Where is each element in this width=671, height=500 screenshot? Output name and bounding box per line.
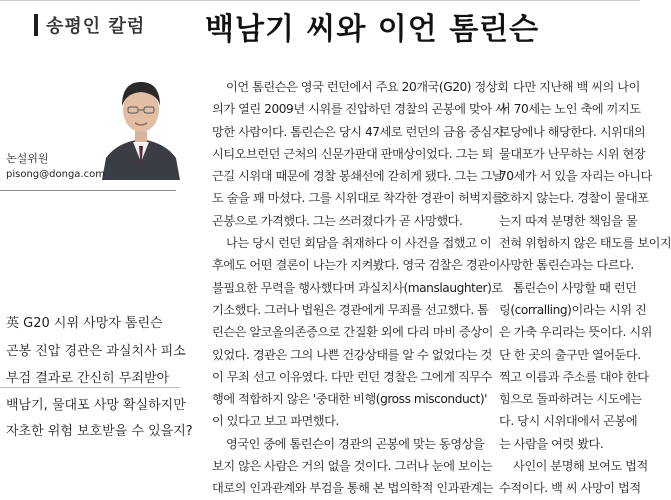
body-line: 힘으로 돌파하려는 시도에는 bbox=[499, 392, 642, 407]
author-photo bbox=[100, 62, 182, 180]
body-line: 로당에나 해당한다. 시위대의 bbox=[499, 124, 646, 139]
body-column-2 bbox=[499, 76, 671, 496]
body-line: 단 한 곳의 출구만 열어둔다. bbox=[499, 347, 641, 362]
body-line: 기소했다. 그러나 법원은 경관에게 무죄를 선고했다. 톰 bbox=[212, 302, 489, 317]
paragraph bbox=[212, 433, 493, 500]
deck-line: 곤봉 진압 경관은 과실치사 피소 bbox=[6, 344, 186, 359]
body-line: 는지 따져 분명한 책임을 물 bbox=[499, 213, 638, 228]
body-line: 는 사람을 여럿 봤다. bbox=[499, 436, 604, 451]
paragraph bbox=[499, 455, 648, 500]
body-line: 시티오브런던 근처의 신문가판대 판매상이었다. 그는 퇴 bbox=[212, 146, 493, 161]
body-line: 나는 당시 런던 회담을 취재하다 이 사건을 접했고 이 bbox=[226, 236, 492, 251]
body-line: 은 가축 우리라는 뜻이다. 시위 bbox=[499, 325, 652, 340]
body-line: 서 70세는 노인 축에 끼지도 bbox=[499, 102, 641, 117]
deck-line: 부검 결과로 간신히 무죄받아 bbox=[6, 371, 170, 386]
badge-bar bbox=[34, 14, 38, 36]
body-line: 톰린슨이 사망할 때 런던 bbox=[513, 280, 637, 295]
body-line: 근길 시위대 때문에 경찰 봉쇄선에 갇히게 됐다. 그는 그날 bbox=[212, 169, 504, 184]
body-line: 다만 지난해 백 씨의 나이 bbox=[513, 80, 640, 94]
column-name: 송평인 칼럼 bbox=[46, 16, 146, 37]
headline: 백남기 씨와 이언 톰린슨 bbox=[205, 12, 540, 47]
body-line: 링(corralling)이라는 시위 진 bbox=[499, 302, 647, 317]
deck-divider bbox=[0, 387, 180, 388]
body-line: 이언 톰린슨은 영국 런던에서 주요 20개국(G20) 정상회 bbox=[226, 80, 509, 94]
paragraph bbox=[499, 76, 671, 277]
author-divider bbox=[0, 190, 176, 191]
paragraph bbox=[212, 76, 509, 232]
body-line: 이 무죄 선고 이유였다. 다만 런던 경찰은 그에게 직무수 bbox=[212, 369, 492, 384]
body-line: 대로의 인과관계와 부검을 통해 본 법의학적 인과관계는 bbox=[212, 481, 493, 496]
body-line: 호하지 않는다. 경찰이 물대포 bbox=[499, 191, 649, 206]
paragraph bbox=[212, 232, 503, 433]
body-line: 찍고 이름과 주소를 대야 한다 bbox=[499, 369, 649, 384]
body-line: 도 술을 꽤 마셨다. 그를 시위대로 착각한 경관이 허벅지를 bbox=[212, 191, 504, 206]
body-column-1 bbox=[212, 76, 509, 496]
body-line: 곤봉으로 가격했다. 그는 쓰러졌다가 곧 사망했다. bbox=[212, 213, 463, 228]
body-line: 다. 당시 시위대에서 곤봉에 bbox=[499, 414, 638, 429]
deck-line: 자초한 위험 보호받을 수 있을지? bbox=[6, 424, 193, 439]
deck-line: 백남기, 물대포 사망 확실하지만 bbox=[6, 398, 186, 413]
paragraph bbox=[499, 277, 652, 455]
column-badge bbox=[34, 10, 174, 40]
body-line: 린슨은 알코올의존증으로 간질환 외에 다리 마비 증상이 bbox=[212, 325, 493, 340]
body-line: 물대포가 난무하는 시위 현장 bbox=[499, 146, 646, 161]
body-line: 이 있다고 보고 파면했다. bbox=[212, 414, 339, 429]
deck-line: 英 G20 시위 사망자 톰린슨 bbox=[6, 316, 163, 331]
body-line: 사인이 분명해 보여도 법적 bbox=[513, 459, 648, 474]
body-line: 70세가 서 있을 자리는 아니다 bbox=[499, 169, 652, 184]
portrait-image bbox=[100, 62, 182, 180]
body-line: 수적이다. 백 씨 사망이 법적 bbox=[499, 481, 641, 496]
author-title: 논설위원 bbox=[6, 152, 49, 165]
top-rule bbox=[0, 0, 640, 1]
body-line: 후에도 어떤 결론이 나는가 지켜봤다. 영국 검찰은 경관이 bbox=[212, 258, 500, 273]
body-line: 전혀 위험하지 않은 태도를 보이지 bbox=[499, 236, 671, 251]
body-line: 망한 사람이다. 톰린슨은 당시 47세로 런던의 금융 중심지 bbox=[212, 124, 504, 139]
body-line: 영국인 중에 톰린슨이 경관의 곤봉에 맞는 동영상을 bbox=[226, 436, 485, 451]
author-email: pisong@donga.com bbox=[6, 169, 105, 180]
body-line: 사망한 톰린슨과는 다르다. bbox=[499, 258, 634, 273]
body-line: 있었다. 경관은 그의 나쁜 건강상태를 알 수 없었다는 것 bbox=[212, 347, 492, 362]
body-line: 불필요한 무력을 행사했다며 과실치사(manslaughter)로 bbox=[212, 280, 503, 295]
body-line: 보지 않은 사람은 거의 없을 것이다. 그러나 눈에 보이는 bbox=[212, 459, 492, 474]
body-line: 의가 열린 2009년 시위를 진압하던 경찰의 곤봉에 맞아 사 bbox=[212, 102, 507, 117]
body-line: 행에 적합하지 않은 '중대한 비행(gross misconduct)' bbox=[212, 392, 488, 407]
author-box bbox=[0, 62, 182, 180]
